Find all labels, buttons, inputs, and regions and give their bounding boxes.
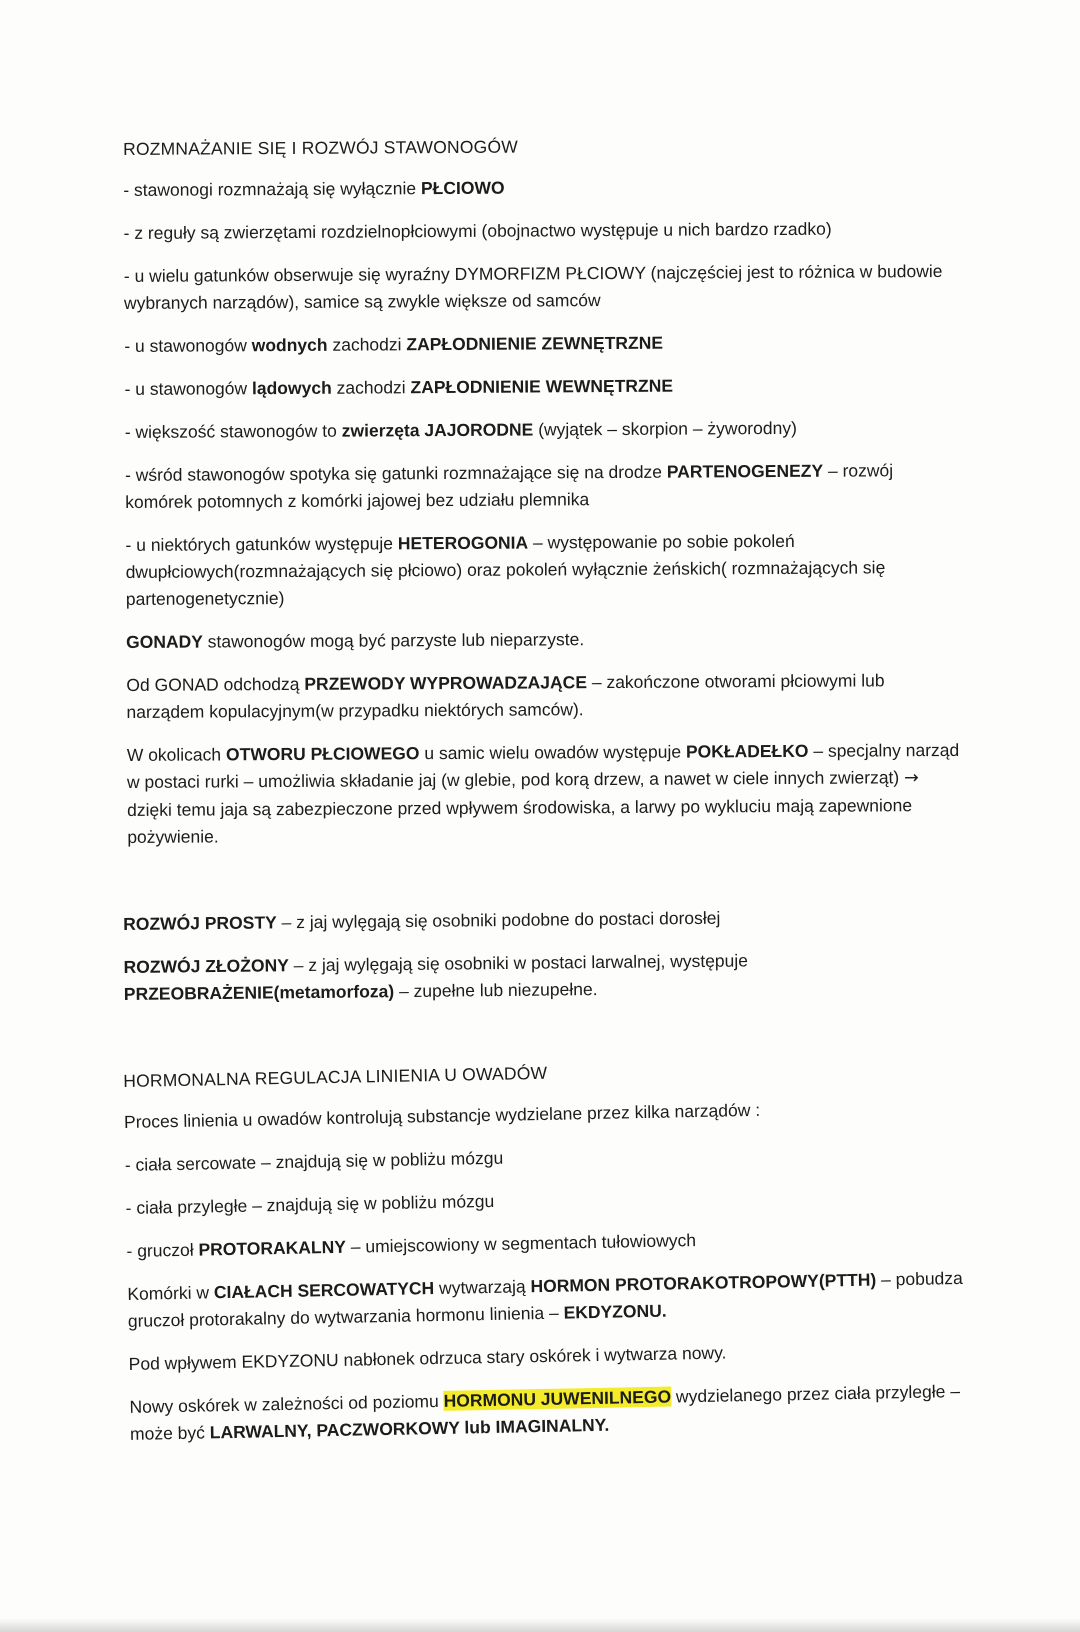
text-run: - większość stawonogów to (124, 420, 342, 442)
text-run: – pobudza gruczoł protorakalny do wytwarzania hormonu linienia – (127, 1267, 963, 1331)
text-run: – specjalny narząd w postaci rurki – umożliwia składanie jaj (w glebie, pod korą drzew, a nawet w ciele innych zwierząt) (126, 739, 960, 792)
text-run: stawonogów mogą być parzyste lub nieparzyste. (202, 629, 585, 652)
paragraph (125, 527, 962, 613)
bold-term: PRZEOBRAŻENIE(metamorfoza) (123, 981, 395, 1004)
text-run: – z jaj wylęgają się osobniki podobne do postaci dorosłej (276, 907, 721, 933)
paragraph (125, 457, 962, 516)
section-title: HORMONALNA REGULACJA LINIENIA U OWADÓW (123, 1062, 548, 1091)
text-run: - stawonogi rozmnażają się wyłącznie (123, 178, 422, 200)
paragraph (124, 371, 961, 403)
text-run: – występowanie po sobie pokoleń dwupłciowych(rozmnażających się płciowo) oraz pokoleń wyłącznie żeńskich( rozmnażających się partenogenetycznie) (125, 530, 886, 609)
page-edge-shadow (0, 1618, 1080, 1632)
text-run: – rozwój komórek potomnych z komórki jajowej bez udziału plemnika (125, 460, 894, 512)
text-run: – zakończone otworami płciowymi lub narządem kopulacyjnym(w przypadku niektórych samców). (126, 670, 885, 722)
paragraph (125, 414, 962, 446)
text-run: (wyjątek – skorpion – żyworodny) (533, 417, 797, 440)
paragraph (126, 1222, 963, 1265)
paragraph (124, 328, 961, 360)
text-run: zachodzi (331, 377, 411, 398)
text-run: Komórki w (127, 1282, 215, 1304)
paragraph (127, 1265, 965, 1335)
text-run: - gruczoł (126, 1239, 199, 1261)
text-run: - wśród stawonogów spotyka się gatunki rozmnażające się na drodze (125, 461, 667, 485)
bold-term: OTWORU PŁCIOWEGO (225, 743, 420, 765)
text-run: dzięki temu jaja są zabezpieczone przed wpływem środowiska, a larwy po wykluciu mają zapewnione pożywienie. (127, 795, 913, 847)
highlighted-term: HORMONU JUWENILNEGO (443, 1386, 672, 1411)
paragraph: - ciała przyległe – znajdują się w pobliżu mózgu (125, 1190, 495, 1218)
section-reproduction (123, 131, 964, 851)
paragraph: Pod wpływem EKDYZONU nabłonek odrzuca stary oskórek i wytwarza nowy. (128, 1342, 727, 1374)
bold-term: PROTORAKALNY (198, 1236, 347, 1260)
text-run: wydzielanego przez ciała przyległe – może być (129, 1380, 961, 1444)
bold-term: PRZEWODY WYPROWADZAJĄCE (304, 672, 588, 694)
text-run: - u stawonogów (124, 378, 253, 399)
text-run: – zupełne lub niezupełne. (394, 979, 598, 1002)
paragraph (127, 737, 965, 851)
bold-term: PARTENOGENEZY (666, 460, 824, 482)
bold-term: ZAPŁODNIENIE ZEWNĘTRZNE (406, 332, 664, 355)
bold-term: POKŁADEŁKO (685, 740, 809, 762)
text-run: Nowy oskórek w zależności od poziomu (129, 1390, 444, 1417)
bold-term: lądowych (251, 377, 332, 399)
bold-term: ZAPŁODNIENIE WEWNĘTRZNE (410, 375, 674, 398)
paragraph: - u wielu gatunków obserwuje się wyraźny DYMORFIZM PŁCIOWY (najczęściej jest to różnica w budowie wybranych narządów), samice są zwykle większe od samców (123, 260, 943, 313)
bold-term: zwierzęta JAJORODNE (341, 419, 534, 441)
bold-term: wodnych (251, 334, 328, 356)
section-hormones (123, 1052, 967, 1448)
section-development (123, 902, 961, 1008)
paragraph (123, 945, 961, 1008)
bold-term: ROZWÓJ PROSTY (123, 912, 277, 934)
bold-term: HETEROGONIA (397, 532, 529, 554)
bold-term: HORMON PROTORAKOTROPOWY(PTTH) (530, 1269, 877, 1297)
text-run: zachodzi (327, 334, 407, 355)
paragraph: - ciała sercowate – znajdują się w pobliżu mózgu (124, 1147, 504, 1175)
bold-term: CIAŁACH SERCOWATYCH (213, 1278, 435, 1303)
paragraph (126, 624, 963, 656)
paragraph (129, 1378, 967, 1448)
paragraph: - z reguły są zwierzętami rozdzielnopłciowymi (obojnactwo występuje u nich bardzo rzadko) (123, 218, 832, 243)
paragraph: Proces linienia u owadów kontrolują substancje wydzielane przez kilka narządów : (123, 1099, 761, 1132)
bold-term: EKDYZONU. (563, 1300, 667, 1323)
paragraph (126, 667, 963, 726)
text-run: W okolicach (126, 744, 227, 765)
bold-term: ROZWÓJ ZŁOŻONY (123, 955, 289, 977)
text-run: – umiejscowiony w segmentach tułowiowych (345, 1230, 697, 1257)
text-run: wytwarzają (434, 1276, 531, 1299)
text-run: Od GONAD odchodzą (126, 673, 305, 695)
text-run: - u stawonogów (124, 335, 252, 356)
section-title: ROZMNAŻANIE SIĘ I ROZWÓJ STAWONOGÓW (123, 136, 519, 159)
text-run: – z jaj wylęgają się osobniki w postaci larwalnej, występuje (288, 950, 749, 976)
text-run: - u niektórych gatunków występuje (125, 533, 398, 555)
text-run: u samic wielu owadów występuje (419, 741, 687, 764)
arrow-right-icon: → (904, 768, 919, 789)
bold-term: PŁCIOWO (420, 177, 505, 199)
paragraph (123, 172, 960, 204)
bold-term: GONADY (126, 631, 203, 652)
bold-term: LARWALNY, PACZWORKOWY lub IMAGINALNY. (209, 1414, 610, 1443)
